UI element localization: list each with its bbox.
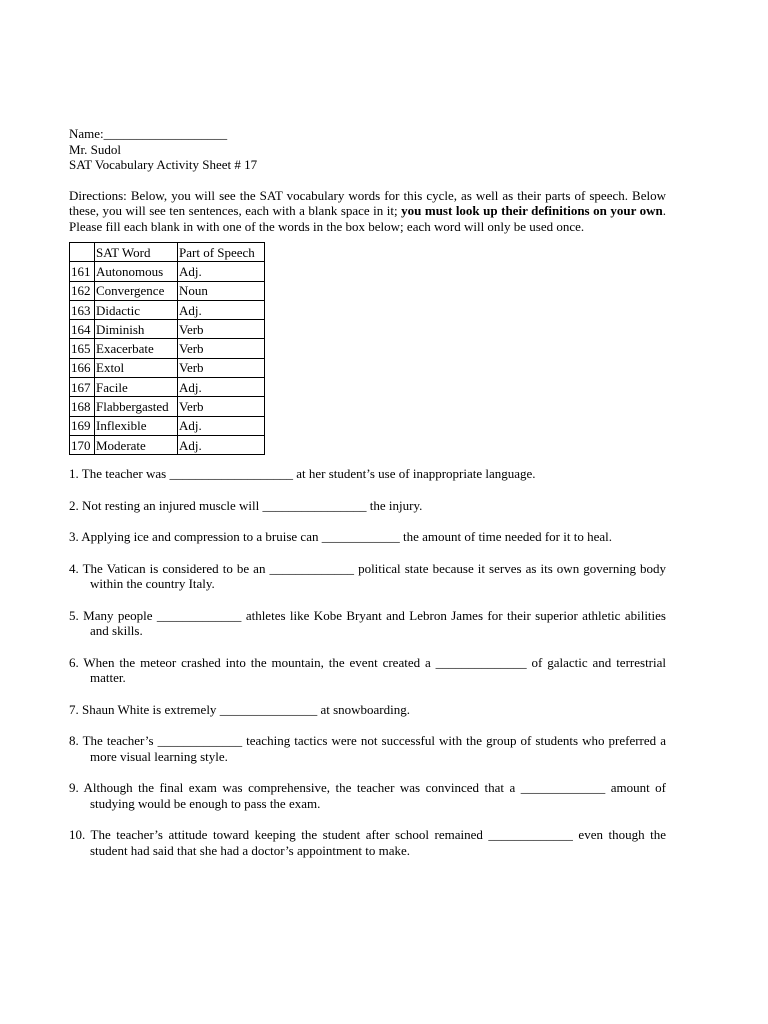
directions-bold-instruction: you must look up their definitions on your own: [401, 203, 663, 218]
vocab-word: Inflexible: [95, 416, 178, 435]
vocab-word: Convergence: [95, 281, 178, 300]
sentence-text-after: the amount of time needed for it to heal.: [399, 529, 612, 545]
table-header-row: [70, 243, 265, 262]
sentence-text-before: 2. Not resting an injured muscle will: [69, 497, 263, 513]
sentence-text-after: amount of studying would be enough to pass the exam.: [90, 780, 667, 811]
table-row: [70, 339, 265, 358]
part-of-speech: Adj.: [178, 435, 265, 454]
sentence-text-before: 7. Shaun White is extremely: [69, 701, 220, 717]
directions-text-end: . Please fill each blank in with one of the words in the box below; each word will only be used once.: [69, 203, 666, 234]
word-number: 164: [70, 320, 95, 339]
sentence-item: [69, 780, 666, 811]
sentence-item: [69, 608, 666, 639]
sentence-text-before: 6. When the meteor crashed into the mountain, the event created a: [69, 654, 436, 670]
sheet-title: SAT Vocabulary Activity Sheet # 17: [69, 157, 258, 172]
answer-blank: _____________: [520, 780, 606, 796]
answer-blank: ___________________: [169, 466, 293, 482]
sentence-text-before: 5. Many people: [69, 607, 157, 623]
table-row: [70, 358, 265, 377]
worksheet-page: [69, 126, 666, 874]
table-row: [70, 320, 265, 339]
vocab-word: Flabbergasted: [95, 397, 178, 416]
table-row: [70, 281, 265, 300]
sentence-text-before: 10. The teacher’s attitude toward keeping the student after school remained: [69, 827, 489, 843]
table-header-word: SAT Word: [95, 243, 178, 262]
sentence-text-before: 3. Applying ice and compression to a bruise can: [69, 529, 322, 545]
table-row: [70, 397, 265, 416]
sentence-text-before: 8. The teacher’s: [69, 733, 158, 749]
part-of-speech: Verb: [178, 358, 265, 377]
answer-blank: _______________: [219, 701, 318, 717]
table-row: [70, 262, 265, 281]
answer-blank: _____________: [157, 733, 243, 749]
sentence-list: [69, 466, 666, 858]
word-number: 163: [70, 300, 95, 319]
vocab-word: Exacerbate: [95, 339, 178, 358]
part-of-speech: Verb: [178, 320, 265, 339]
word-number: 170: [70, 435, 95, 454]
answer-blank: _____________: [269, 560, 355, 576]
sentence-text-after: teaching tactics were not successful with the group of students who preferred a more visual learning style.: [90, 733, 666, 764]
name-line: Name:___________________: [69, 126, 228, 141]
vocab-word: Facile: [95, 378, 178, 397]
word-number: 165: [70, 339, 95, 358]
sentence-item: [69, 733, 666, 764]
sentence-item: [69, 498, 666, 514]
part-of-speech: Verb: [178, 397, 265, 416]
table-header-number: [70, 243, 95, 262]
table-row: [70, 378, 265, 397]
part-of-speech: Adj.: [178, 300, 265, 319]
directions-paragraph: [69, 188, 666, 235]
word-number: 167: [70, 378, 95, 397]
part-of-speech: Adj.: [178, 262, 265, 281]
sentence-text-before: 9. Although the final exam was comprehensive, the teacher was convinced that a: [69, 780, 521, 796]
part-of-speech: Verb: [178, 339, 265, 358]
sentence-text-before: 4. The Vatican is considered to be an: [69, 560, 270, 576]
sentence-text-after: of galactic and terrestrial matter.: [90, 654, 666, 686]
table-row: [70, 435, 265, 454]
table-row: [70, 300, 265, 319]
word-number: 162: [70, 281, 95, 300]
teacher-name: Mr. Sudol: [69, 141, 122, 157]
table-header-part-of-speech: Part of Speech: [178, 243, 265, 262]
word-number: 168: [70, 397, 95, 416]
vocab-word: Didactic: [95, 300, 178, 319]
word-number: 169: [70, 416, 95, 435]
answer-blank: ____________: [321, 529, 400, 545]
sentence-item: [69, 466, 666, 482]
sentence-text-after: at her student’s use of inappropriate language.: [292, 466, 536, 482]
sentence-item: [69, 529, 666, 545]
part-of-speech: Adj.: [178, 416, 265, 435]
answer-blank: _____________: [156, 607, 242, 623]
sentence-item: [69, 702, 666, 718]
sentence-item: [69, 827, 666, 858]
sentence-text-after: political state because it serves as its own governing body within the country Italy.: [90, 560, 667, 592]
answer-blank: ______________: [435, 654, 527, 670]
sentence-text-after: even though the student had said that she had a doctor’s appointment to make.: [90, 827, 666, 858]
sentence-item: [69, 561, 666, 592]
part-of-speech: Noun: [178, 281, 265, 300]
word-number: 166: [70, 358, 95, 377]
part-of-speech: Adj.: [178, 378, 265, 397]
vocab-word: Diminish: [95, 320, 178, 339]
word-number: 161: [70, 262, 95, 281]
answer-blank: ________________: [262, 497, 367, 513]
sentence-text-after: the injury.: [366, 497, 423, 513]
sentence-text-after: athletes like Kobe Bryant and Lebron James for their superior athletic abilities and skills.: [90, 607, 666, 639]
sentence-text-after: at snowboarding.: [317, 701, 410, 717]
vocabulary-table-body: [70, 262, 265, 455]
table-row: [70, 416, 265, 435]
sentence-text-before: 1. The teacher was: [69, 466, 170, 482]
vocab-word: Extol: [95, 358, 178, 377]
vocabulary-table: [69, 242, 265, 455]
sentence-item: [69, 655, 666, 686]
directions-text-start: Directions: Below, you will see the SAT vocabulary words for this cycle, as well as their parts of speech. Below these, you will see ten sentences, each with a blank space in it;: [69, 187, 666, 218]
vocab-word: Autonomous: [95, 262, 178, 281]
vocab-word: Moderate: [95, 435, 178, 454]
answer-blank: _____________: [488, 827, 573, 843]
